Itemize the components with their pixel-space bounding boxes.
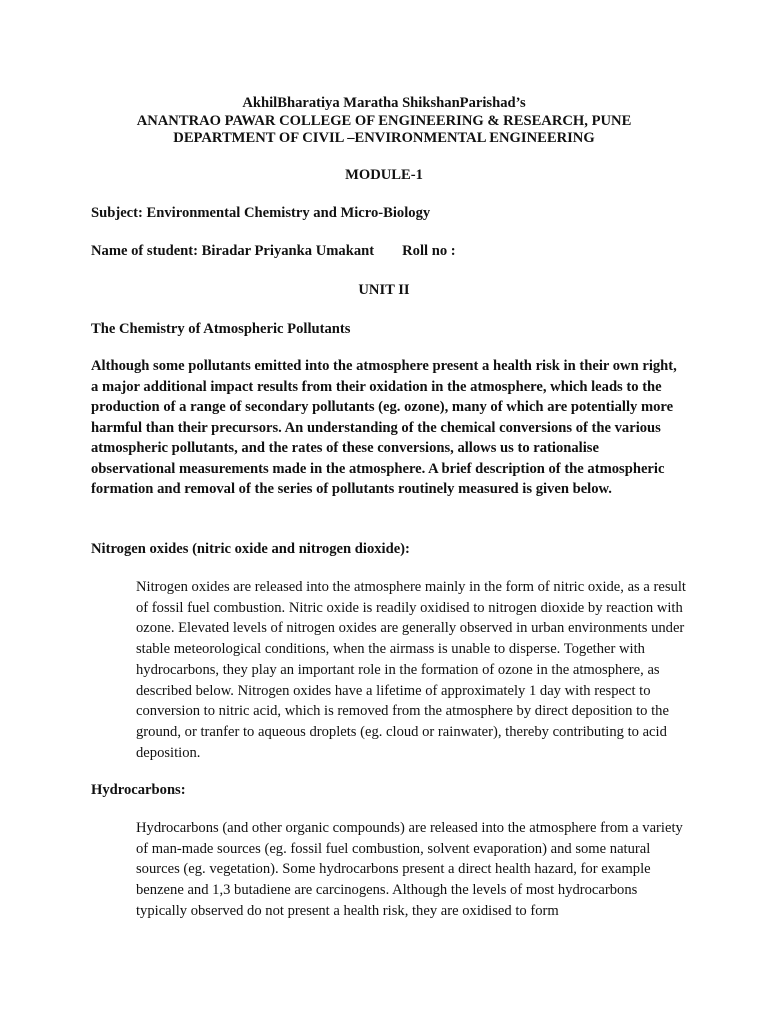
nitrogen-paragraph: Nitrogen oxides are released into the atmosphere mainly in the form of nitric oxide, as a result of fossil fuel combustion. Nitric oxide is readily oxidised to nitrogen dioxide by reaction with ozone. Elevated levels of nitrogen oxides are generally observed in urban environments under stable meteorological conditions, when the airmass is unable to disperse. Together with hydrocarbons, they play an important role in the formation of ozone in the atmosphere, as described below. Nitrogen oxides have a lifetime of approximately 1 day with respect to conversion to nitric acid, which is removed from the atmosphere by direct deposition to the ground, or tranfer to aqueous droplets (eg. cloud or rainwater), thereby contributing to acid deposition.: [136, 579, 686, 761]
hydrocarbons-heading: Hydrocarbons:: [91, 782, 186, 798]
nitrogen-heading: Nitrogen oxides (nitric oxide and nitrogen dioxide):: [91, 541, 410, 557]
intro-paragraph: Although some pollutants emitted into the atmosphere present a health risk in their own right, a major additional impact results from their oxidation in the atmosphere, which leads to the production of a range of secondary pollutants (eg. ozone), many of which are potentially more harmful than their precursors. An understanding of the chemical conversions of the various atmospheric pollutants, and the rates of these conversions, allows us to rationalise observational measurements made in the atmosphere. A brief description of the atmospheric formation and removal of the series of pollutants routinely measured is given below.: [91, 358, 677, 497]
student-name: Name of student: Biradar Priyanka Umakant: [91, 243, 375, 259]
roll-number-label: Roll no :: [402, 243, 456, 259]
org-line: AkhilBharatiya Maratha ShikshanParishad’s: [242, 95, 526, 111]
hydrocarbons-paragraph: Hydrocarbons (and other organic compounds) are released into the atmosphere from a variety of man-made sources (eg. fossil fuel combustion, solvent evaporation) and some natural sources (eg. vegetation). Some hydrocarbons present a direct health hazard, for example benzene and 1,3 butadiene are carcinogens. Although the levels of most hydrocarbons typically observed do not present a health risk, they are oxidised to form: [136, 820, 683, 919]
student-line: [91, 242, 456, 260]
college-line: ANANTRAO PAWAR COLLEGE OF ENGINEERING & RESEARCH, PUNE: [136, 113, 632, 129]
section-title: The Chemistry of Atmospheric Pollutants: [91, 321, 351, 337]
subject-line: Subject: Environmental Chemistry and Micro-Biology: [91, 205, 431, 221]
module-title: MODULE-1: [345, 167, 423, 183]
department-line: DEPARTMENT OF CIVIL –ENVIRONMENTAL ENGINEERING: [173, 130, 595, 146]
unit-title: UNIT II: [358, 282, 410, 298]
